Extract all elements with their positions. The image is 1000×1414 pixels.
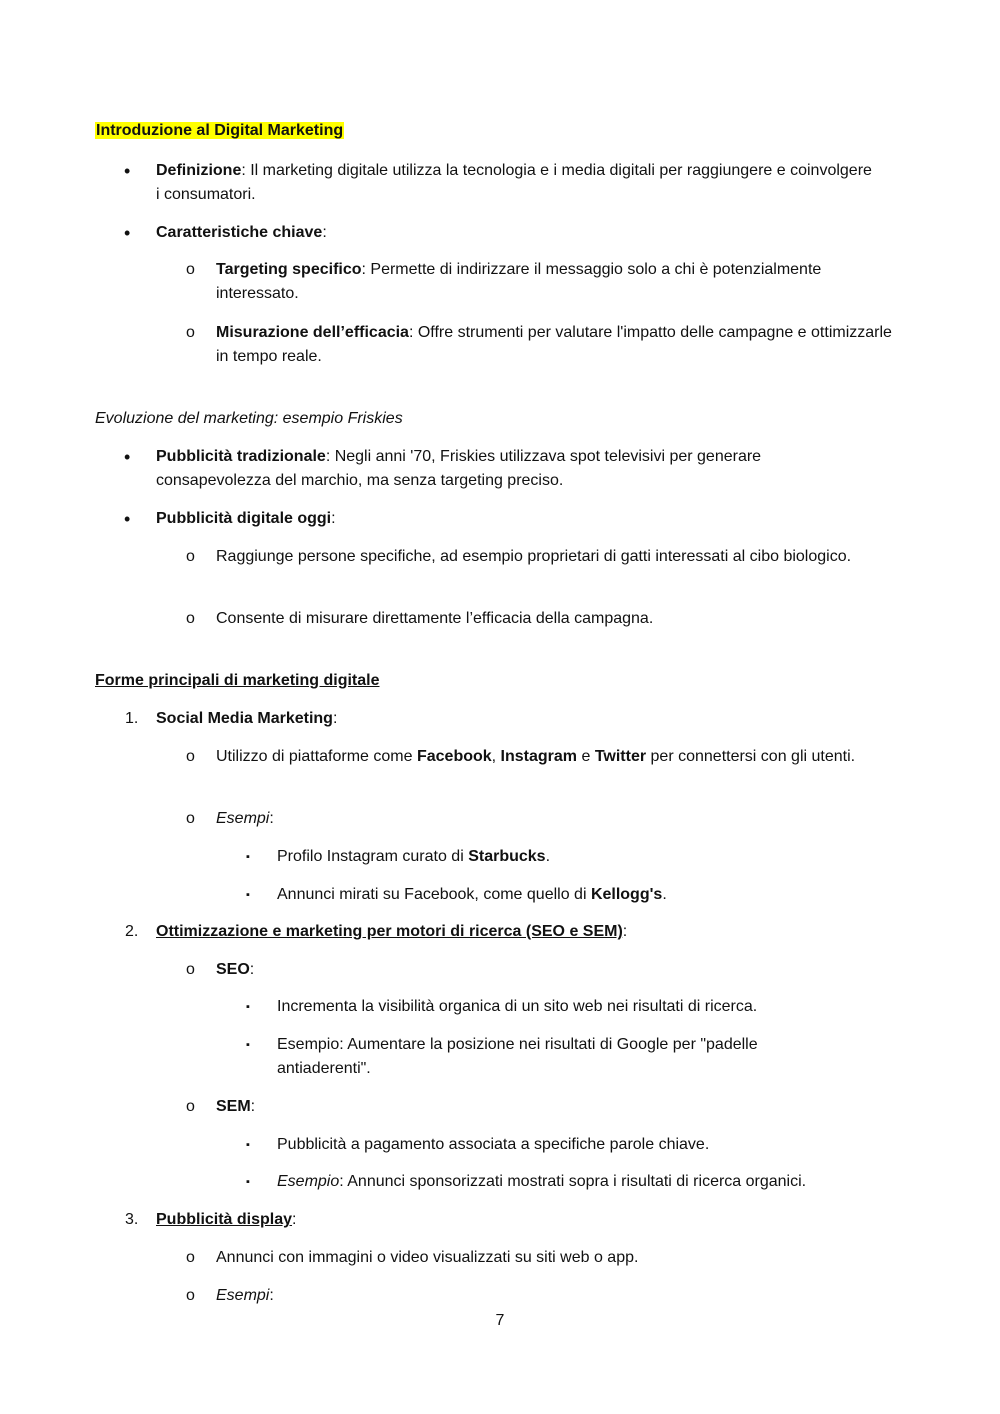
bullet-square: ▪	[246, 851, 250, 863]
examples-label: Esempi	[216, 810, 270, 827]
evolution-heading	[95, 407, 403, 431]
display-subitem	[216, 1246, 638, 1270]
colon: :	[332, 710, 338, 727]
measurement-item	[216, 321, 896, 369]
period: .	[545, 848, 551, 865]
digital-ad-subitem-text: Raggiunge persone specifiche, ad esempio proprietari di gatti interessati al cibo biologico.	[216, 548, 852, 565]
period: .	[662, 886, 667, 903]
sem-subitem	[277, 1133, 709, 1157]
digital-ad-subitem-text: Consente di misurare direttamente l’efficacia della campagna.	[216, 610, 654, 627]
social-media-item	[156, 707, 337, 731]
bullet-square: ▪	[246, 1139, 250, 1151]
forms-title: Forme principali di marketing digitale	[95, 672, 380, 689]
bullet-square: ▪	[246, 1176, 250, 1188]
bullet-disc: •	[124, 509, 131, 529]
bullet-square: ▪	[246, 889, 250, 901]
colon: :	[331, 510, 336, 527]
targeting-item	[216, 258, 896, 306]
platforms-prefix: Utilizzo di piattaforme come	[216, 748, 417, 765]
sem-item	[216, 1095, 255, 1119]
bullet-circle: o	[186, 748, 195, 765]
colon: :	[269, 1287, 274, 1304]
bullet-circle: o	[186, 610, 195, 627]
targeting-text: : Permette di indirizzare il messaggio solo a chi è potenzialmente interessato.	[216, 261, 822, 302]
intro-title: Introduzione al Digital Marketing	[96, 122, 344, 139]
example-text: Profilo Instagram curato di	[277, 848, 469, 865]
platform-twitter: Twitter	[594, 748, 647, 765]
bullet-circle: o	[186, 548, 195, 565]
separator: e	[577, 748, 595, 765]
bullet-circle: o	[186, 1249, 195, 1266]
display-label: Pubblicità display	[156, 1211, 293, 1228]
social-example	[277, 883, 667, 907]
bullet-circle: o	[186, 961, 195, 978]
measurement-text: : Offre strumenti per valutare l'impatto delle campagne e ottimizzarle in tempo reale.	[216, 324, 892, 365]
seo-item	[216, 958, 254, 982]
digital-ad-item	[156, 507, 336, 531]
colon: :	[269, 810, 274, 827]
colon: :	[249, 961, 255, 978]
page-number: 7	[495, 1312, 505, 1329]
targeting-label: Targeting specifico	[216, 261, 362, 278]
sem-subitem	[277, 1170, 806, 1194]
bullet-disc: •	[124, 447, 131, 467]
colon: :	[622, 923, 628, 940]
brand-kelloggs: Kellogg's	[590, 886, 663, 903]
platforms-rest: per connettersi con gli utenti.	[646, 748, 856, 765]
example-text: Annunci mirati su Facebook, come quello di	[277, 886, 591, 903]
bullet-circle: o	[186, 261, 195, 278]
bullet-square: ▪	[246, 1001, 250, 1013]
evolution-title: Evoluzione del marketing: esempio Friskies	[95, 410, 403, 427]
seo-subitem	[277, 1033, 837, 1081]
digital-ad-subitem	[216, 607, 653, 631]
list-number: 1.	[125, 710, 139, 727]
traditional-ad-label: Pubblicità tradizionale	[156, 448, 326, 465]
seo-subitem	[277, 995, 757, 1019]
intro-heading	[95, 119, 344, 143]
measurement-label: Misurazione dell’efficacia	[216, 324, 409, 341]
seo-subitem-text: Incrementa la visibilità organica di un sito web nei risultati di ricerca.	[277, 998, 758, 1015]
display-subitem-text: Annunci con immagini o video visualizzati su siti web o app.	[216, 1249, 639, 1266]
separator: ,	[491, 748, 501, 765]
bullet-disc: •	[124, 223, 131, 243]
bullet-circle: o	[186, 324, 195, 341]
key-features-label: Caratteristiche chiave	[156, 224, 323, 241]
seo-subitem-text: Esempio: Aumentare la posizione nei risultati di Google per "padelle antiaderenti".	[277, 1036, 758, 1077]
platform-instagram: Instagram	[500, 748, 578, 765]
social-example	[277, 845, 550, 869]
seo-sem-item	[156, 920, 627, 944]
colon: :	[322, 224, 327, 241]
bullet-square: ▪	[246, 1039, 250, 1051]
examples-label: Esempi	[216, 1287, 270, 1304]
bullet-circle: o	[186, 810, 195, 827]
platform-facebook: Facebook	[416, 748, 492, 765]
forms-heading	[95, 669, 380, 693]
digital-ad-subitem	[216, 545, 866, 569]
definition-text: : Il marketing digitale utilizza la tecnologia e i media digitali per raggiungere e coinvolgere i consumatori.	[156, 162, 872, 203]
list-number: 2.	[125, 923, 139, 940]
sem-label: SEM	[216, 1098, 251, 1115]
list-number: 3.	[125, 1211, 139, 1228]
bullet-disc: •	[124, 161, 131, 181]
colon: :	[292, 1211, 297, 1228]
display-examples-item	[216, 1284, 274, 1308]
seo-sem-label: Ottimizzazione e marketing per motori di ricerca (SEO e SEM)	[156, 923, 623, 940]
sem-example-label: Esempio	[277, 1173, 340, 1190]
brand-starbucks: Starbucks	[468, 848, 546, 865]
seo-label: SEO	[216, 961, 250, 978]
definition-label: Definizione	[156, 162, 242, 179]
traditional-ad-text: : Negli anni '70, Friskies utilizzava spot televisivi per generare consapevolezza del marchio, ma senza targeting preciso.	[156, 448, 762, 489]
sem-subitem-text: Pubblicità a pagamento associata a specifiche parole chiave.	[277, 1136, 710, 1153]
social-media-label: Social Media Marketing	[156, 710, 333, 727]
traditional-ad-item	[156, 445, 846, 493]
digital-ad-label: Pubblicità digitale oggi	[156, 510, 332, 527]
display-item	[156, 1208, 296, 1232]
key-features-item	[156, 221, 327, 245]
bullet-circle: o	[186, 1098, 195, 1115]
social-examples-item	[216, 807, 274, 831]
colon: :	[250, 1098, 256, 1115]
platforms-item	[216, 745, 886, 769]
sem-example-text: : Annunci sponsorizzati mostrati sopra i risultati di ricerca organici.	[339, 1173, 807, 1190]
definition-item	[156, 159, 876, 207]
bullet-circle: o	[186, 1287, 195, 1304]
